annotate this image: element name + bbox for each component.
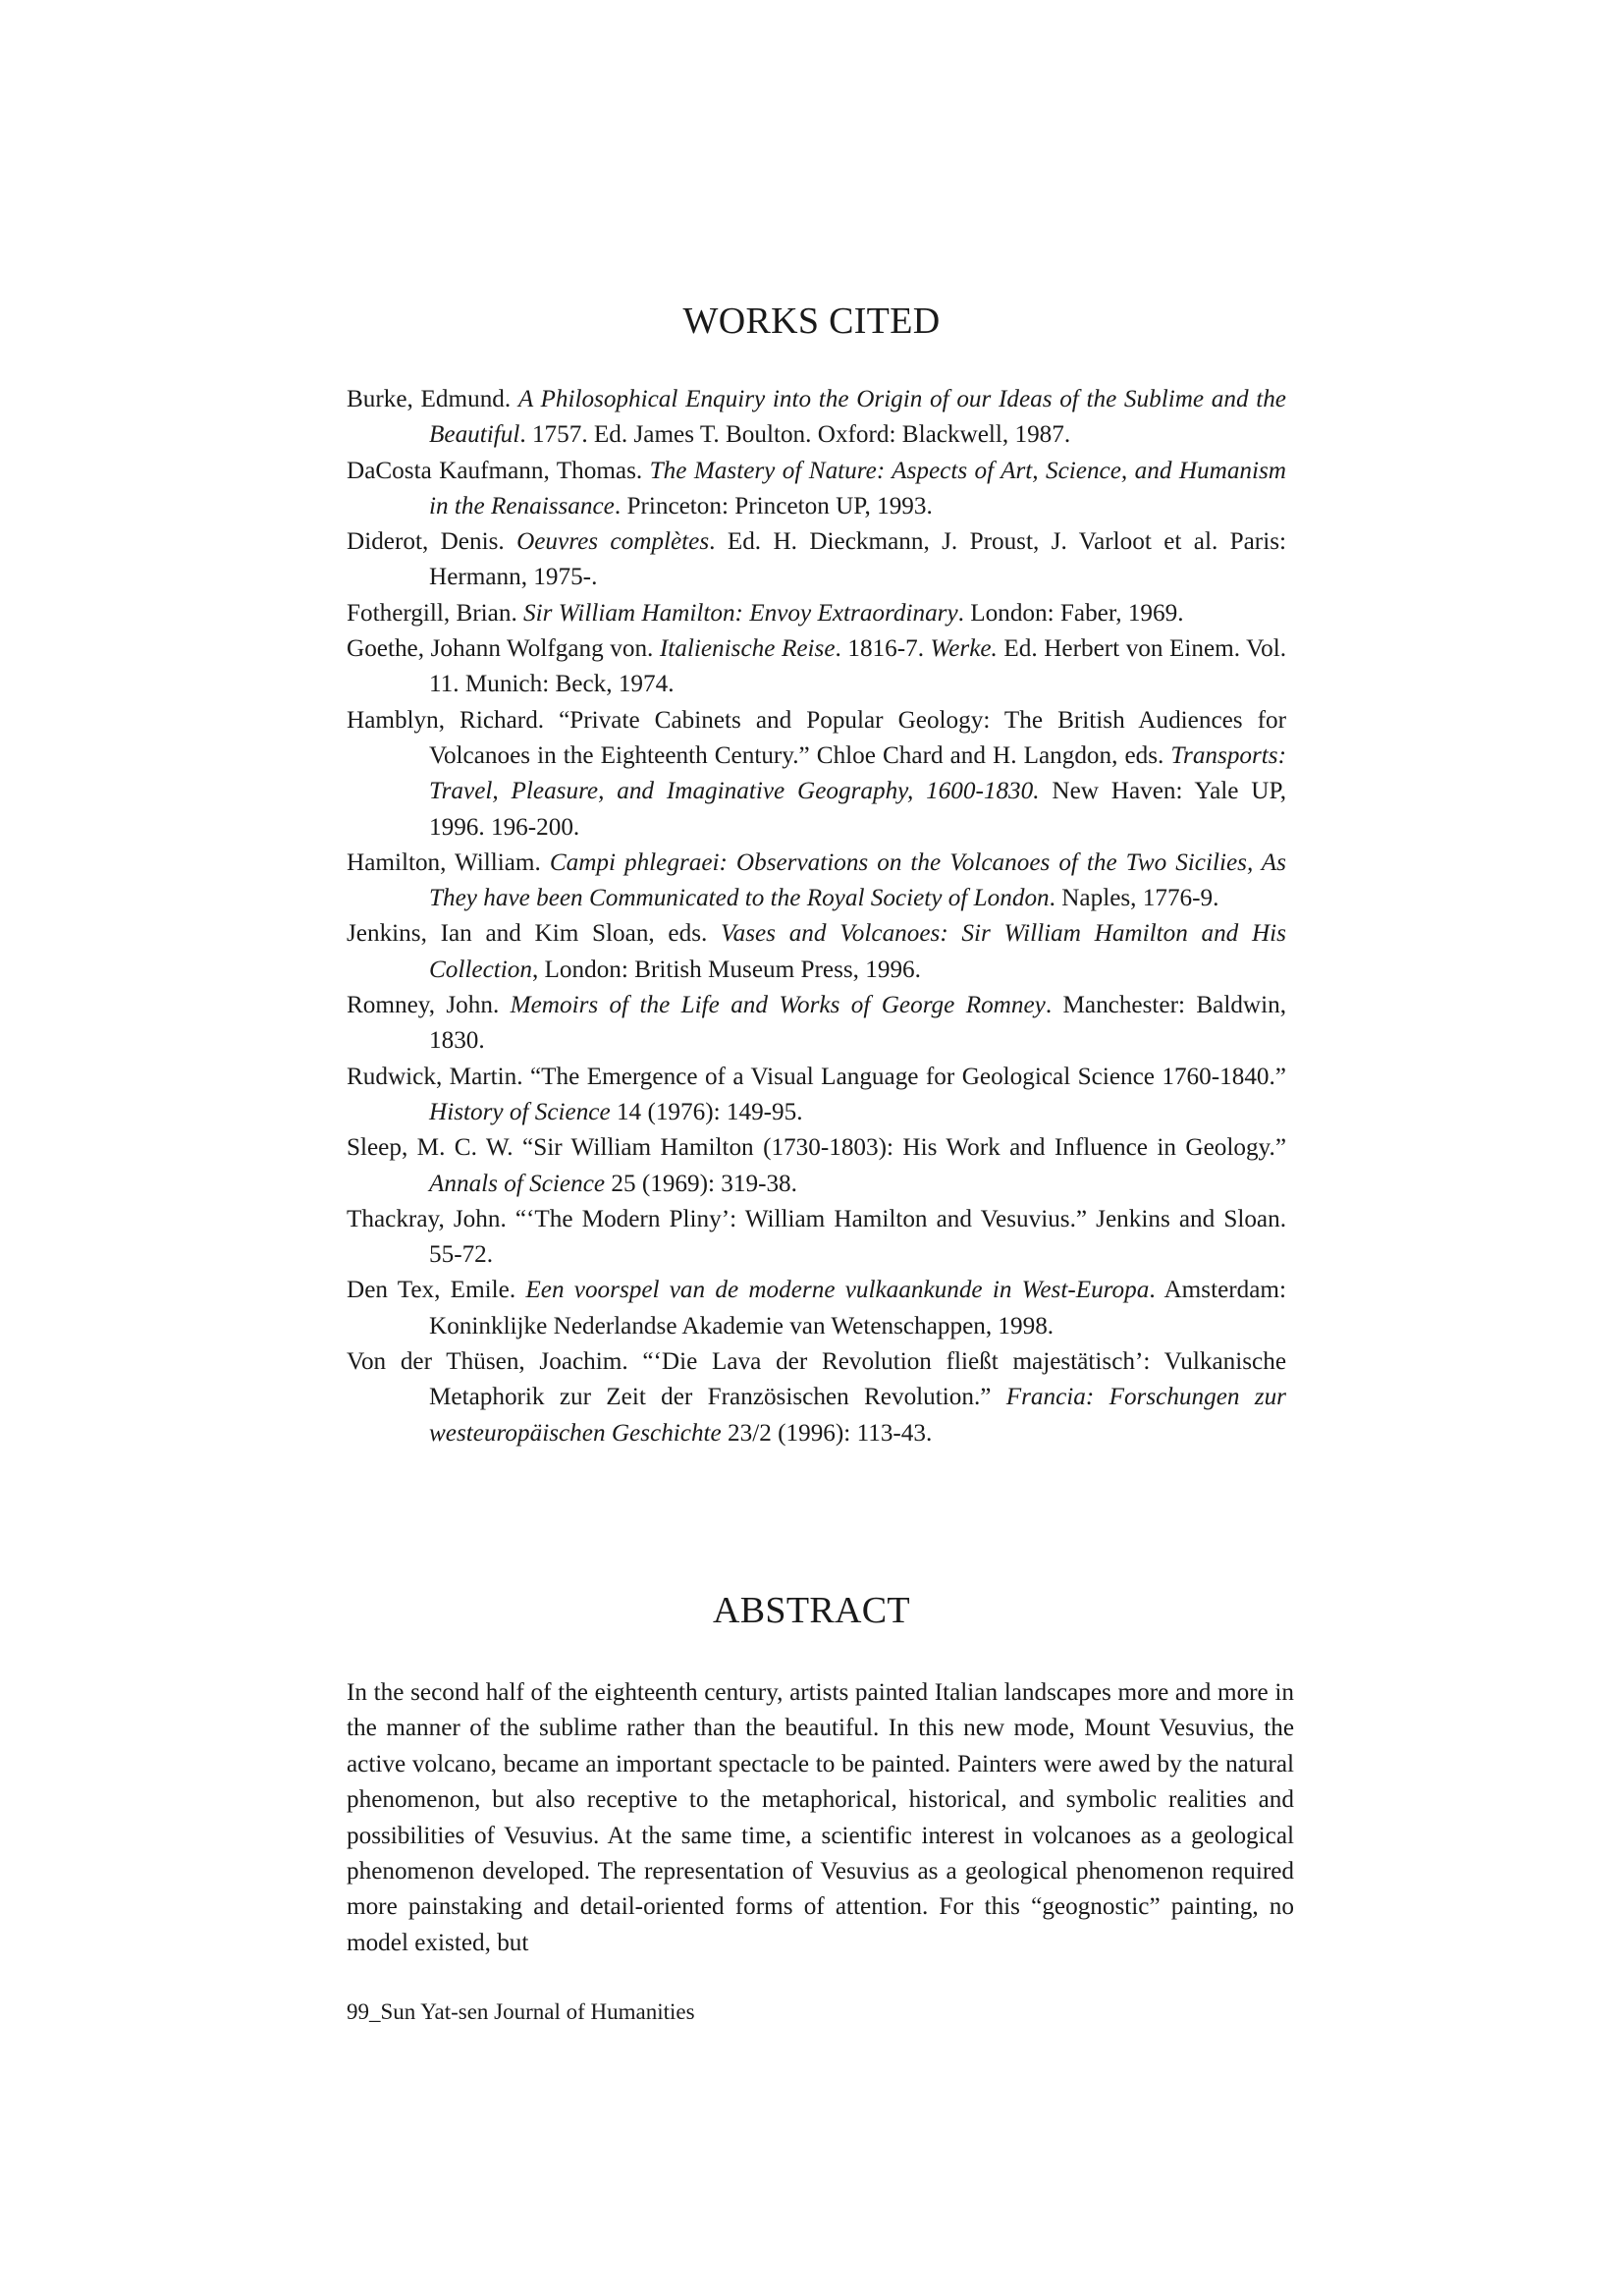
bibliography-entry: Sleep, M. C. W. “Sir William Hamilton (1730-1803): His Work and Influence in Geology.” Annals of Science 25 (1969): 319-38. xyxy=(347,1134,1286,1197)
page-footer: 99_Sun Yat-sen Journal of Humanities xyxy=(347,1999,695,2024)
bibliography-entry: Den Tex, Emile. Een voorspel van de moderne vulkaankunde in West-Europa. Amsterdam: Koninklijke Nederlandse Akademie van Wetenschappen, 1998. xyxy=(347,1277,1286,1339)
bibliography-entry: Rudwick, Martin. “The Emergence of a Visual Language for Geological Science 1760-1840.” History of Science 14 (1976): 149-95. xyxy=(347,1063,1286,1125)
bibliography-entry: DaCosta Kaufmann, Thomas. The Mastery of Nature: Aspects of Art, Science, and Humanism in the Renaissance. Princeton: Princeton UP, 1993. xyxy=(347,457,1286,519)
bibliography-entry: Hamblyn, Richard. “Private Cabinets and Popular Geology: The British Audiences for Volcanoes in the Eighteenth Century.” Chloe Chard and H. Langdon, eds. Transports: Travel, Pleasure, and Imaginative Geography, 1600-1830. New Haven: Yale UP, 1996. 196-200. xyxy=(347,706,1286,841)
bibliography-entry: Burke, Edmund. A Philosophical Enquiry into the Origin of our Ideas of the Sublime and the Beautiful. 1757. Ed. James T. Boulton. Oxford: Blackwell, 1987. xyxy=(347,386,1286,449)
bibliography-entry: Diderot, Denis. Oeuvres complètes. Ed. H. Dieckmann, J. Proust, J. Varloot et al. Paris: Hermann, 1975-. xyxy=(347,528,1286,591)
bibliography-entry: Goethe, Johann Wolfgang von. Italienische Reise. 1816-7. Werke. Ed. Herbert von Einem. Vol. 11. Munich: Beck, 1974. xyxy=(347,635,1286,698)
bibliography-list xyxy=(347,382,1286,1451)
bibliography-entry: Romney, John. Memoirs of the Life and Works of George Romney. Manchester: Baldwin, 1830. xyxy=(347,992,1286,1055)
bibliography-entry: Jenkins, Ian and Kim Sloan, eds. Vases and Volcanoes: Sir William Hamilton and His Collection, London: British Museum Press, 1996. xyxy=(347,920,1286,983)
bibliography-entry: Von der Thüsen, Joachim. “‘Die Lava der Revolution fließt majestätisch’: Vulkanische Metaphorik zur Zeit der Französischen Revolution.” Francia: Forschungen zur westeuropäischen Geschichte 23/2 (1996): 113-43. xyxy=(347,1348,1286,1447)
bibliography-entry: Thackray, John. “‘The Modern Pliny’: William Hamilton and Vesuvius.” Jenkins and Sloan. 55-72. xyxy=(347,1205,1286,1269)
bibliography-entry: Fothergill, Brian. Sir William Hamilton: Envoy Extraordinary. London: Faber, 1969. xyxy=(347,599,1184,627)
abstract-paragraph: In the second half of the eighteenth century, artists painted Italian landscapes more and more in the manner of the sublime rather than the beautiful. In this new mode, Mount Vesuvius, the active volcano, became an important spectacle to be painted. Painters were awed by the natural phenomenon, but also receptive to the metaphorical, historical, and symbolic realities and possibilities of Vesuvius. At the same time, a scientific interest in volcanoes as a geological phenomenon developed. The representation of Vesuvius as a geological phenomenon required more painstaking and detail-oriented forms of attention. For this “geognostic” painting, no model existed, but xyxy=(347,1679,1294,1956)
works-cited-heading: WORKS CITED xyxy=(682,301,941,342)
abstract-heading: ABSTRACT xyxy=(713,1590,910,1631)
bibliography-entry: Hamilton, William. Campi phlegraei: Observations on the Volcanoes of the Two Sicilies, As They have been Communicated to the Royal Society of London. Naples, 1776-9. xyxy=(347,848,1286,912)
